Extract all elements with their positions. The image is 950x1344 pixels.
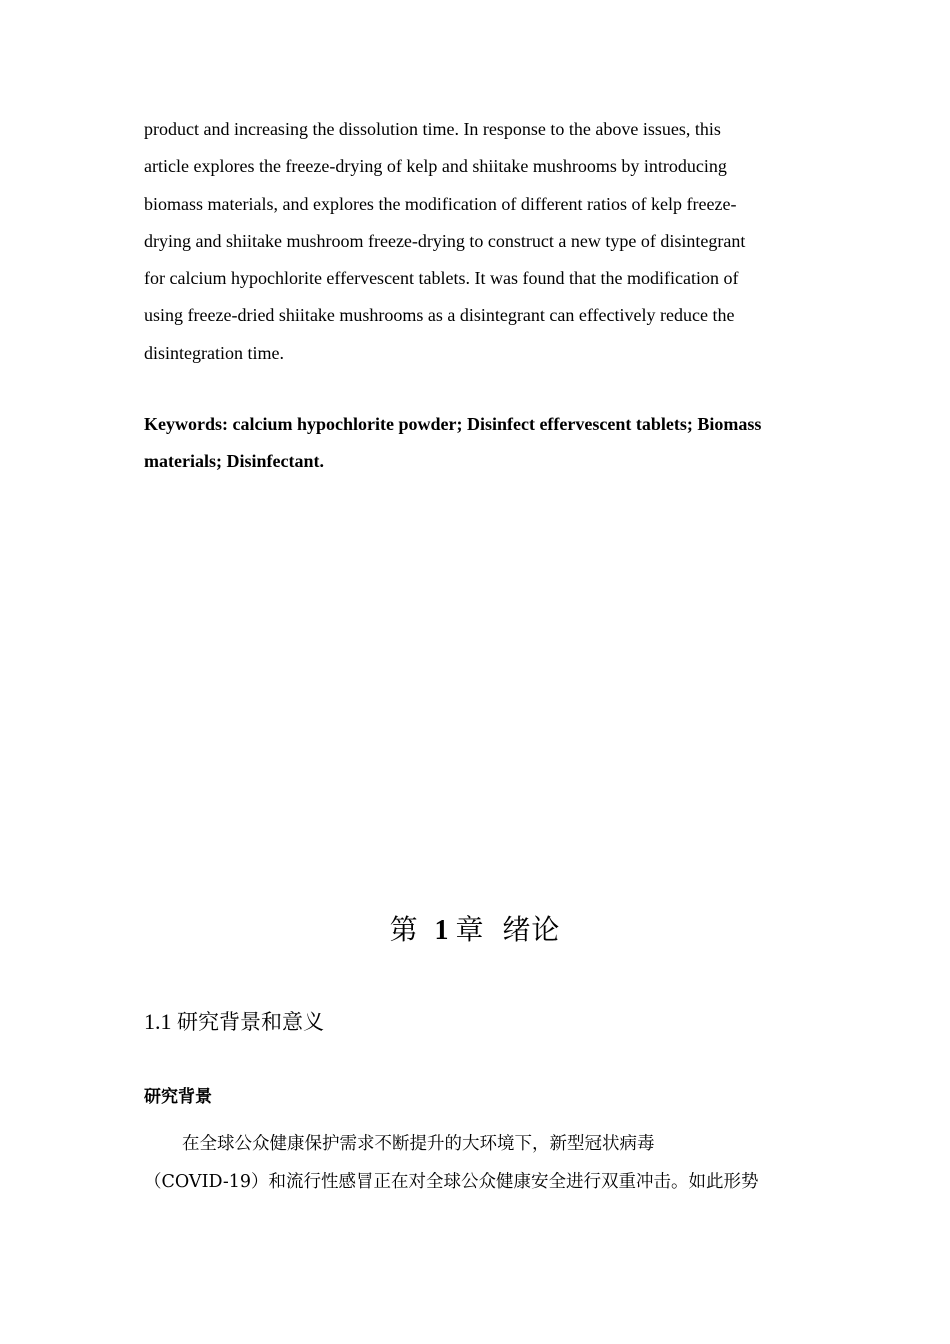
subsection-title: 研究背景 [144,1087,212,1107]
abstract-line: drying and shiitake mushroom freeze-drying to construct a new type of disintegrant [144,230,746,251]
keywords-line: Keywords: calcium hypochlorite powder; Disinfect effervescent tablets; Biomass [144,414,762,434]
abstract-line: using freeze-dried shiitake mushrooms as a disintegrant can effectively reduce the [144,305,735,326]
section-heading-text: 研究背景和意义 [177,1010,324,1034]
body-paragraph [144,1125,809,1201]
chapter-heading-text: 绪论 [502,913,561,946]
body-line: （COVID-19）和流行性感冒正在对全球公众健康安全进行双重冲击。如此形势 [144,1172,759,1192]
abstract-line: biomass materials, and explores the modification of different ratios of kelp freeze- [144,193,737,214]
abstract-line: product and increasing the dissolution time. In response to the above issues, this [144,119,721,139]
chapter-title [0,908,950,953]
chapter-prefix: 第 [389,913,419,946]
abstract-paragraph [144,111,809,372]
section-number: 1.1 [144,1009,172,1034]
abstract-line: disintegration time. [144,342,284,363]
body-line: 在全球公众健康保护需求不断提升的大环境下，新型冠状病毒 [182,1134,655,1154]
chapter-suffix: 章 [455,913,485,946]
section-title [144,1004,324,1040]
keywords-line: materials; Disinfectant. [144,451,324,472]
chapter-number: 1 [434,915,450,946]
abstract-line: for calcium hypochlorite effervescent tablets. It was found that the modification of [144,268,739,289]
abstract-line: article explores the freeze-drying of kelp and shiitake mushrooms by introducing [144,156,727,177]
keywords-paragraph [144,406,809,481]
